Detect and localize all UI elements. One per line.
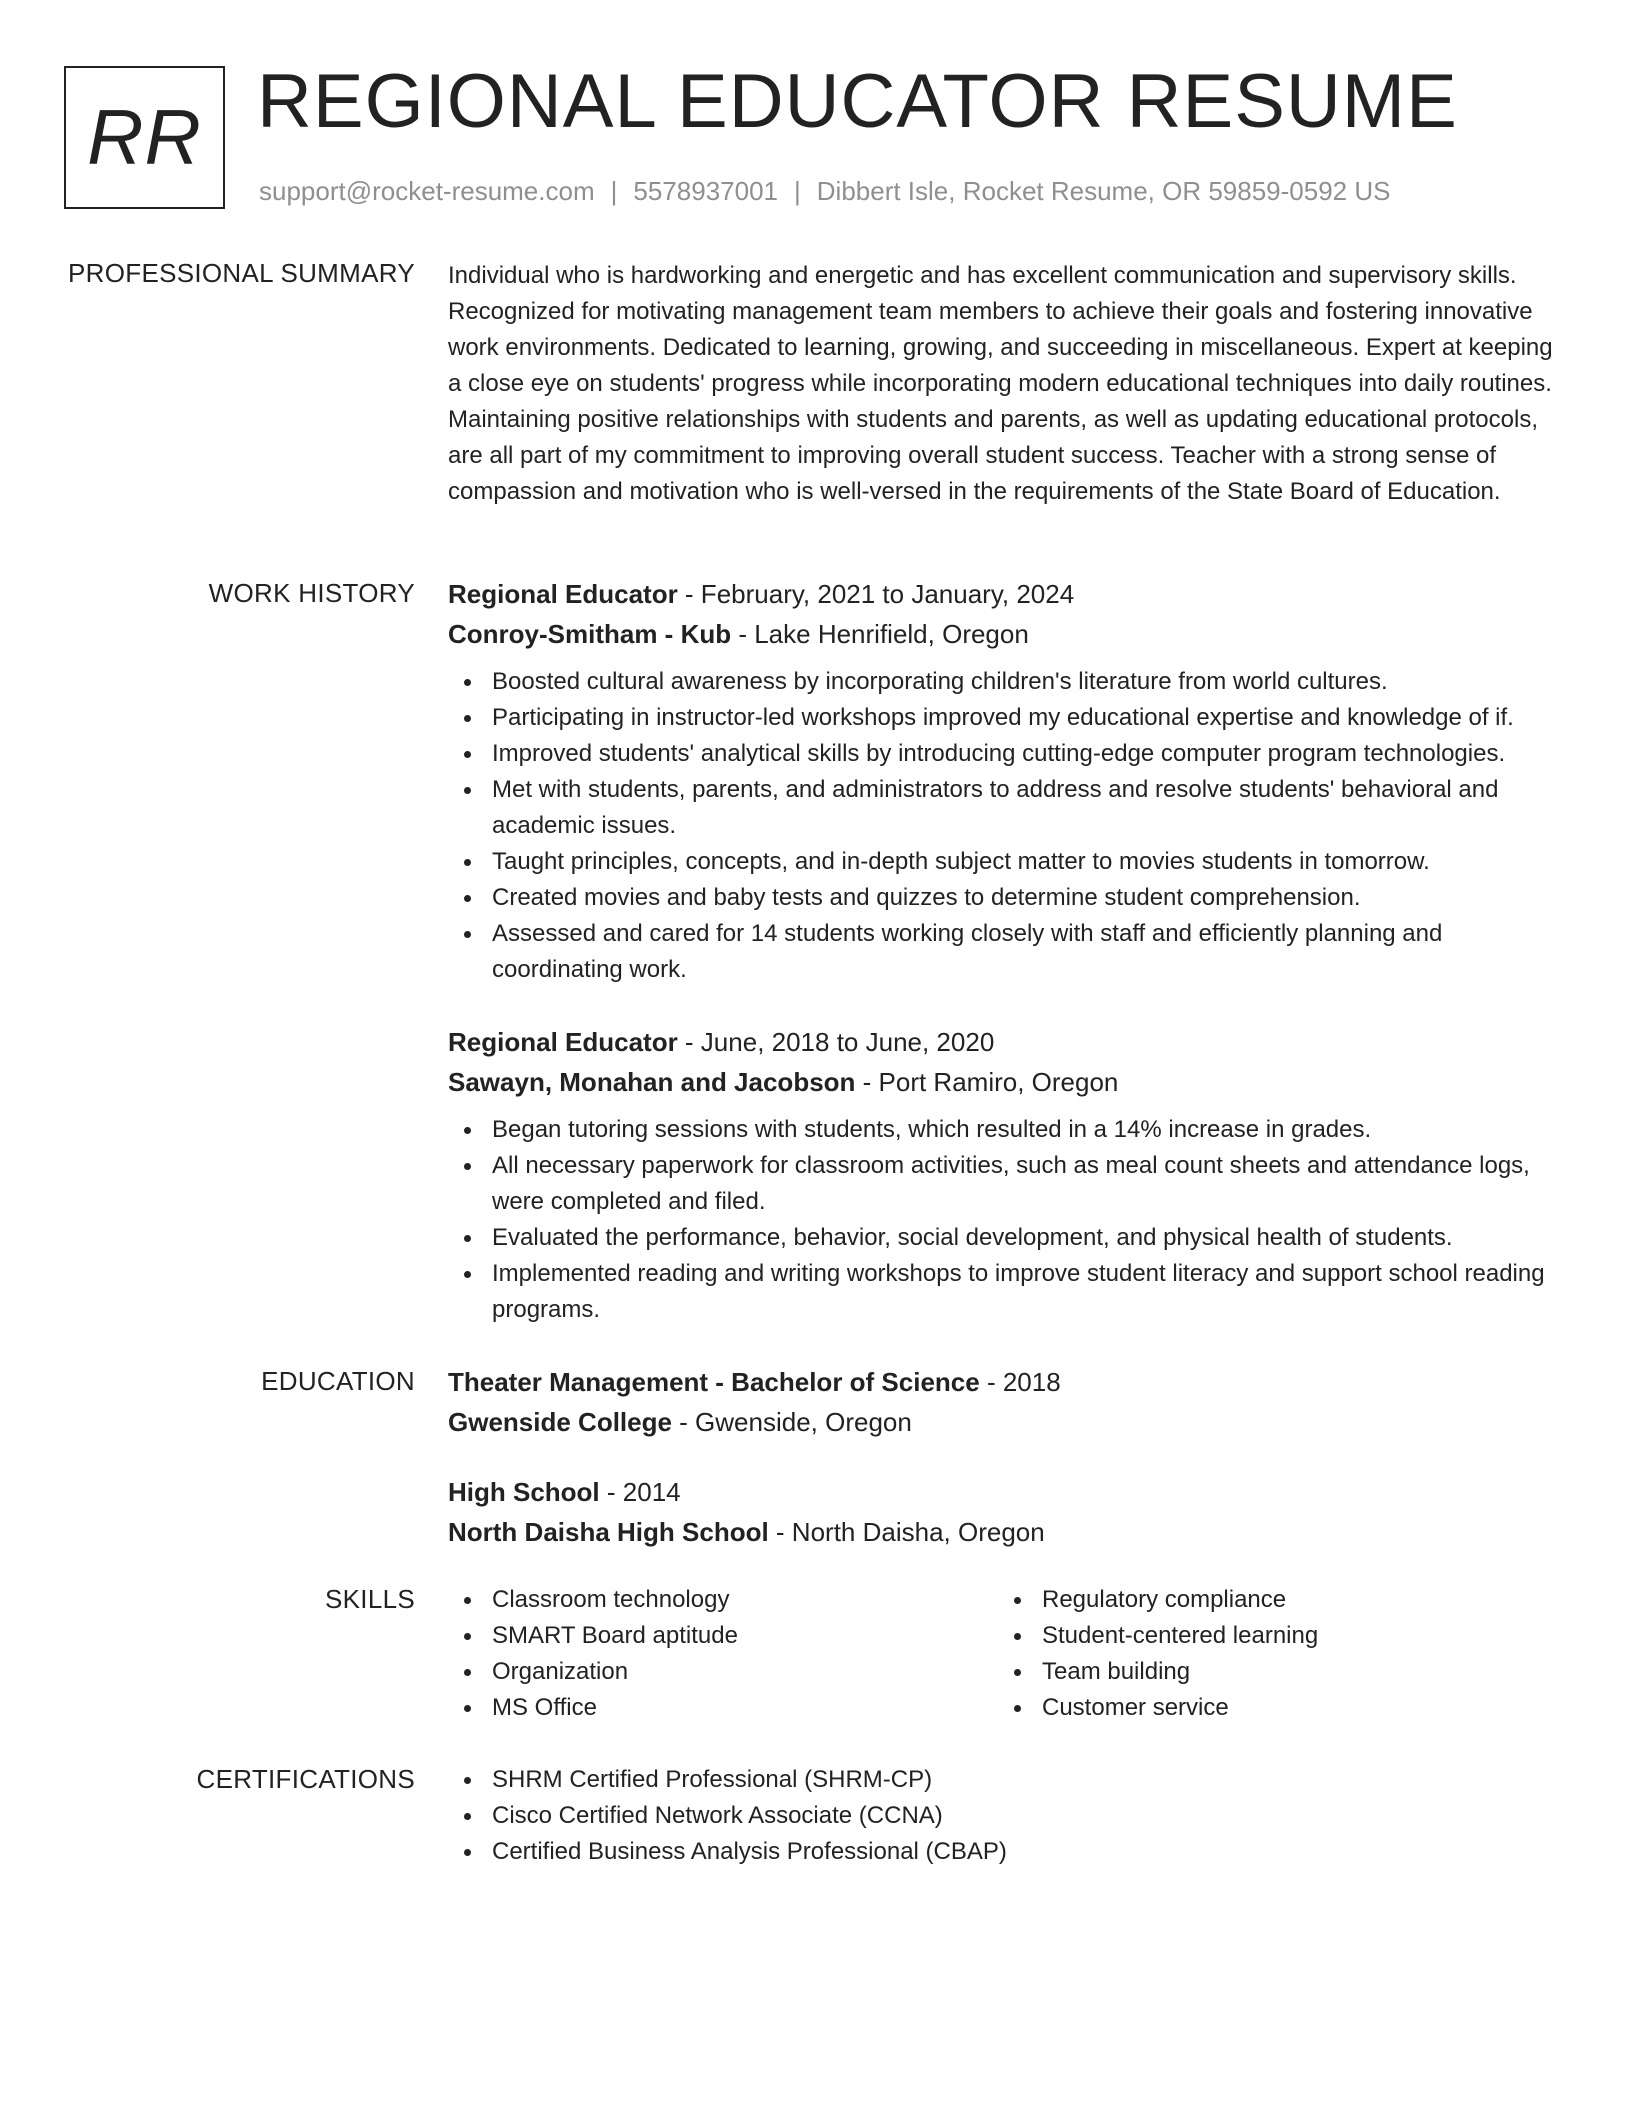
school-location: - North Daisha, Oregon bbox=[768, 1517, 1045, 1547]
skills-right-column bbox=[998, 1582, 1548, 1726]
skills-body bbox=[448, 1582, 1568, 1726]
degree-line bbox=[448, 1472, 1568, 1512]
job-company-line bbox=[448, 1062, 1568, 1102]
school-name: North Daisha High School bbox=[448, 1517, 769, 1547]
list-item: Classroom technology bbox=[448, 1582, 998, 1618]
job-entry bbox=[448, 574, 1568, 988]
list-item: Participating in instructor-led workshops improved my educational expertise and knowledge of if. bbox=[448, 700, 1568, 736]
list-item: Team building bbox=[998, 1654, 1548, 1690]
list-item: Student-centered learning bbox=[998, 1618, 1548, 1654]
contact-email[interactable]: support@rocket-resume.com bbox=[259, 176, 595, 206]
list-item: Created movies and baby tests and quizzes to determine student comprehension. bbox=[448, 880, 1568, 916]
contact-phone[interactable]: 5578937001 bbox=[633, 176, 778, 206]
resume-title: REGIONAL EDUCATOR RESUME bbox=[257, 59, 1458, 144]
list-item: Assessed and cared for 14 students working closely with staff and efficiently planning and coordinating work. bbox=[448, 916, 1568, 988]
school-name: Gwenside College bbox=[448, 1407, 672, 1437]
certifications-list bbox=[448, 1762, 1568, 1870]
job-dates: - February, 2021 to January, 2024 bbox=[677, 579, 1075, 609]
list-item: MS Office bbox=[448, 1690, 998, 1726]
degree-year: - 2018 bbox=[979, 1367, 1061, 1397]
degree-name: High School bbox=[448, 1477, 600, 1507]
certifications-heading: CERTIFICATIONS bbox=[196, 1764, 415, 1794]
degree-line bbox=[448, 1362, 1568, 1402]
monogram-logo: RR bbox=[64, 66, 225, 209]
education-body bbox=[448, 1362, 1568, 1582]
contact-address: Dibbert Isle, Rocket Resume, OR 59859-0592 US bbox=[816, 176, 1391, 206]
education-entry bbox=[448, 1362, 1568, 1442]
contact-line bbox=[259, 176, 1390, 207]
list-item: Organization bbox=[448, 1654, 998, 1690]
list-item: Evaluated the performance, behavior, social development, and physical health of students. bbox=[448, 1220, 1568, 1256]
summary-heading: PROFESSIONAL SUMMARY bbox=[68, 258, 415, 288]
list-item: All necessary paperwork for classroom activities, such as meal count sheets and attendance logs, were completed and filed. bbox=[448, 1148, 1568, 1220]
job-company: Conroy-Smitham - Kub bbox=[448, 619, 732, 649]
job-title-line bbox=[448, 1022, 1568, 1062]
job-company-line bbox=[448, 614, 1568, 654]
list-item: Improved students' analytical skills by introducing cutting-edge computer program technologies. bbox=[448, 736, 1568, 772]
education-heading: EDUCATION bbox=[261, 1366, 415, 1396]
contact-separator: | bbox=[794, 176, 801, 206]
job-company: Sawayn, Monahan and Jacobson bbox=[448, 1067, 856, 1097]
job-dates: - June, 2018 to June, 2020 bbox=[677, 1027, 995, 1057]
degree-name: Theater Management - Bachelor of Science bbox=[448, 1367, 980, 1397]
skills-left-column bbox=[448, 1582, 998, 1726]
certifications-body bbox=[448, 1762, 1568, 1870]
list-item: Began tutoring sessions with students, which resulted in a 14% increase in grades. bbox=[448, 1112, 1568, 1148]
list-item: Implemented reading and writing workshops to improve student literacy and support school reading programs. bbox=[448, 1256, 1568, 1328]
summary-text: Individual who is hardworking and energetic and has excellent communication and supervisory skills. Recognized for motivating management team members to achieve their goals and fostering innovative work environments. Dedicated to learning, growing, and succeeding in miscellaneous. Expert at keeping a close eye on students' progress while incorporating modern educational techniques into daily routines. Maintaining positive relationships with students and parents, as well as updating educational protocols, are all part of my commitment to improving overall student success. Teacher with a strong sense of compassion and motivation who is well-versed in the requirements of the State Board of Education. bbox=[448, 262, 1553, 505]
summary-body bbox=[448, 258, 1568, 510]
work-history-body bbox=[448, 574, 1568, 1362]
list-item: SHRM Certified Professional (SHRM-CP) bbox=[448, 1762, 1568, 1798]
contact-separator: | bbox=[610, 176, 618, 206]
job-title-line bbox=[448, 574, 1568, 614]
job-role: Regional Educator bbox=[448, 579, 678, 609]
work-history-heading: WORK HISTORY bbox=[208, 578, 415, 608]
job-location: - Lake Henrifield, Oregon bbox=[731, 619, 1029, 649]
list-item: Cisco Certified Network Associate (CCNA) bbox=[448, 1798, 1568, 1834]
education-entry bbox=[448, 1472, 1568, 1552]
job-location: - Port Ramiro, Oregon bbox=[855, 1067, 1119, 1097]
list-item: SMART Board aptitude bbox=[448, 1618, 998, 1654]
job-bullets bbox=[448, 664, 1568, 988]
list-item: Regulatory compliance bbox=[998, 1582, 1548, 1618]
job-role: Regional Educator bbox=[448, 1027, 678, 1057]
school-location: - Gwenside, Oregon bbox=[671, 1407, 912, 1437]
list-item: Boosted cultural awareness by incorporating children's literature from world cultures. bbox=[448, 664, 1568, 700]
list-item: Certified Business Analysis Professional (CBAP) bbox=[448, 1834, 1568, 1870]
job-bullets bbox=[448, 1112, 1568, 1328]
school-line bbox=[448, 1402, 1568, 1442]
skills-grid bbox=[448, 1582, 1568, 1726]
skills-heading: SKILLS bbox=[325, 1584, 415, 1614]
list-item: Met with students, parents, and administrators to address and resolve students' behavioral and academic issues. bbox=[448, 772, 1568, 844]
list-item: Taught principles, concepts, and in-depth subject matter to movies students in tomorrow. bbox=[448, 844, 1568, 880]
degree-year: - 2014 bbox=[599, 1477, 681, 1507]
list-item: Customer service bbox=[998, 1690, 1548, 1726]
job-entry bbox=[448, 1022, 1568, 1328]
school-line bbox=[448, 1512, 1568, 1552]
